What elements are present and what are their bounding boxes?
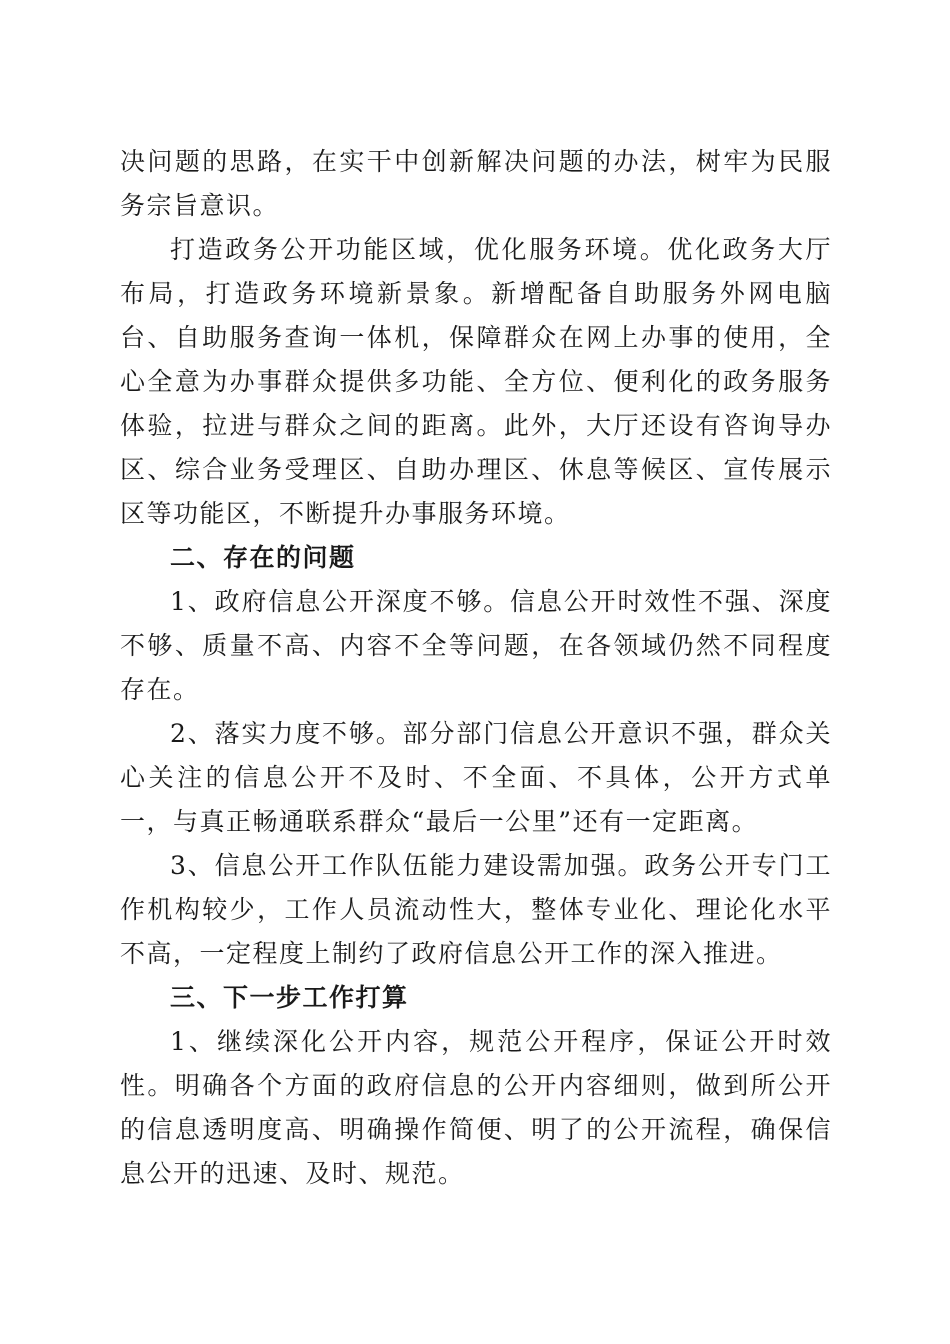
paragraph-plan-1: 1、继续深化公开内容，规范公开程序，保证公开时效性。明确各个方面的政府信息的公开内容细则，做到所公开的信息透明度高、明确操作简便、明了的公开流程，确保信息公开的迅速、及时、规范。 (120, 1027, 832, 1188)
section-heading-problems: 二、存在的问题 (170, 543, 356, 572)
section-heading-next-steps: 三、下一步工作打算 (170, 983, 409, 1012)
document-body (120, 140, 832, 1196)
paragraph-continuation: 决问题的思路，在实干中创新解决问题的办法，树牢为民服务宗旨意识。 (120, 147, 832, 220)
paragraph-problem-2: 2、落实力度不够。部分部门信息公开意识不强，群众关心关注的信息公开不及时、不全面、不具体，公开方式单一，与真正畅通联系群众“最后一公里”还有一定距离。 (120, 719, 832, 836)
paragraph-problem-1: 1、政府信息公开深度不够。信息公开时效性不强、深度不够、质量不高、内容不全等问题，在各领域仍然不同程度存在。 (120, 587, 832, 704)
paragraph-problem-3: 3、信息公开工作队伍能力建设需加强。政务公开专门工作机构较少，工作人员流动性大，整体专业化、理论化水平不高，一定程度上制约了政府信息公开工作的深入推进。 (120, 851, 832, 968)
paragraph-service-environment: 打造政务公开功能区域，优化服务环境。优化政务大厅布局，打造政务环境新景象。新增配备自助服务外网电脑台、自助服务查询一体机，保障群众在网上办事的使用，全心全意为办事群众提供多功能、全方位、便利化的政务服务体验，拉进与群众之间的距离。此外，大厅还设有咨询导办区、综合业务受理区、自助办理区、休息等候区、宣传展示区等功能区，不断提升办事服务环境。 (120, 235, 832, 528)
